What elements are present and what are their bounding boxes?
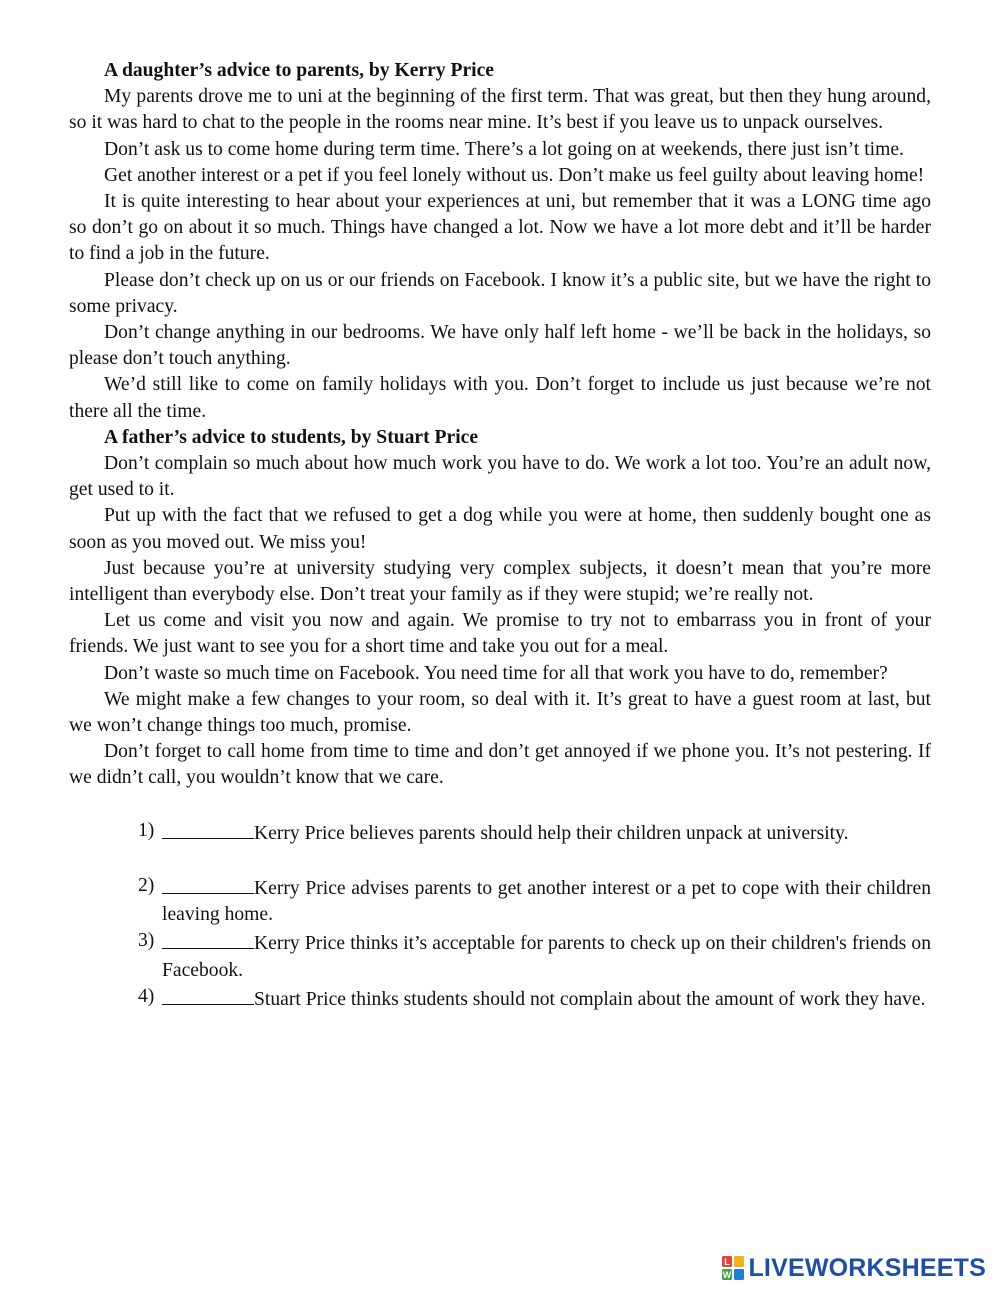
- daughter-paragraph-2: Don’t ask us to come home during term time. There’s a lot going on at weekends, there just isn’t time.: [104, 138, 904, 160]
- father-paragraph-2: Put up with the fact that we refused to get a dog while you were at home, then suddenly bought one as soon as you moved out. We miss you!: [69, 505, 931, 553]
- daughter-advice-heading: A daughter’s advice to parents, by Kerry Price: [104, 60, 494, 81]
- question-number: 1): [138, 819, 155, 841]
- father-paragraph-6: We might make a few changes to your room, so deal with it. It’s great to have a guest room at last, but we won’t change things too much, promise.: [69, 688, 931, 737]
- liveworksheets-logo-icon: [722, 1256, 744, 1280]
- question-text: Kerry Price believes parents should help their children unpack at university.: [254, 822, 849, 844]
- answer-blank-2[interactable]: [162, 873, 254, 894]
- father-paragraph-3: Just because you’re at university studying very complex subjects, it doesn’t mean that you’re more intelligent than everybody else. Don’t treat your family as if they were stupid; we’re really not.: [69, 557, 931, 606]
- daughter-paragraph-1: My parents drove me to uni at the beginning of the first term. That was great, but then they hung around, so it was hard to chat to the people in the rooms near mine. It’s best if you leave us to unpack ourselves.: [69, 86, 931, 134]
- brand-name: LIVEWORKSHEETS: [748, 1253, 986, 1282]
- question-number: 2): [138, 874, 155, 896]
- svg-text:W: W: [723, 1270, 732, 1280]
- true-false-questions: [69, 818, 931, 1013]
- father-paragraph-5: Don’t waste so much time on Facebook. You need time for all that work you have to do, remember?: [104, 662, 888, 684]
- father-paragraph-4: Let us come and visit you now and again. We promise to try not to embarrass you in front of your friends. We just want to see you for a short time and take you out for a meal.: [69, 610, 931, 658]
- question-text: Stuart Price thinks students should not complain about the amount of work they have.: [254, 988, 926, 1010]
- daughter-paragraph-4: It is quite interesting to hear about your experiences at uni, but remember that it was a LONG time ago so don’t go on about it so much. Things have changed a lot. Now we have a lot more debt and it’ll be harder to find a job in the future.: [69, 191, 931, 265]
- daughter-paragraph-7: We’d still like to come on family holidays with you. Don’t forget to include us just because we’re not there all the time.: [69, 374, 931, 422]
- father-paragraph-1: Don’t complain so much about how much work you have to do. We work a lot too. You’re an adult now, get used to it.: [69, 453, 931, 501]
- question-1: [69, 818, 931, 847]
- answer-blank-3[interactable]: [162, 928, 254, 949]
- daughter-paragraph-5: Please don’t check up on us or our friends on Facebook. I know it’s a public site, but we have the right to some privacy.: [69, 269, 931, 317]
- answer-blank-4[interactable]: [162, 984, 254, 1005]
- question-text: Kerry Price thinks it’s acceptable for parents to check up on their children's friends on Facebook.: [162, 933, 931, 981]
- question-text: Kerry Price advises parents to get another interest or a pet to cope with their children leaving home.: [162, 877, 931, 926]
- daughter-paragraph-3: Get another interest or a pet if you feel lonely without us. Don’t make us feel guilty about leaving home!: [104, 164, 925, 186]
- question-4: [69, 984, 931, 1013]
- question-number: 4): [138, 985, 155, 1007]
- worksheet-page: [69, 58, 931, 1013]
- question-2: [69, 873, 931, 928]
- liveworksheets-brand[interactable]: [722, 1254, 986, 1282]
- daughter-paragraph-6: Don’t change anything in our bedrooms. We have only half left home - we’ll be back in the holidays, so please don’t touch anything.: [69, 322, 931, 370]
- question-3: [69, 928, 931, 983]
- svg-text:L: L: [724, 1257, 731, 1267]
- father-paragraph-7: Don’t forget to call home from time to time and don’t get annoyed if we phone you. It’s not pestering. If we didn’t call, you wouldn’t know that we care.: [69, 741, 931, 789]
- answer-blank-1[interactable]: [162, 818, 254, 839]
- father-advice-heading: A father’s advice to students, by Stuart Price: [104, 426, 479, 448]
- question-number: 3): [138, 930, 155, 952]
